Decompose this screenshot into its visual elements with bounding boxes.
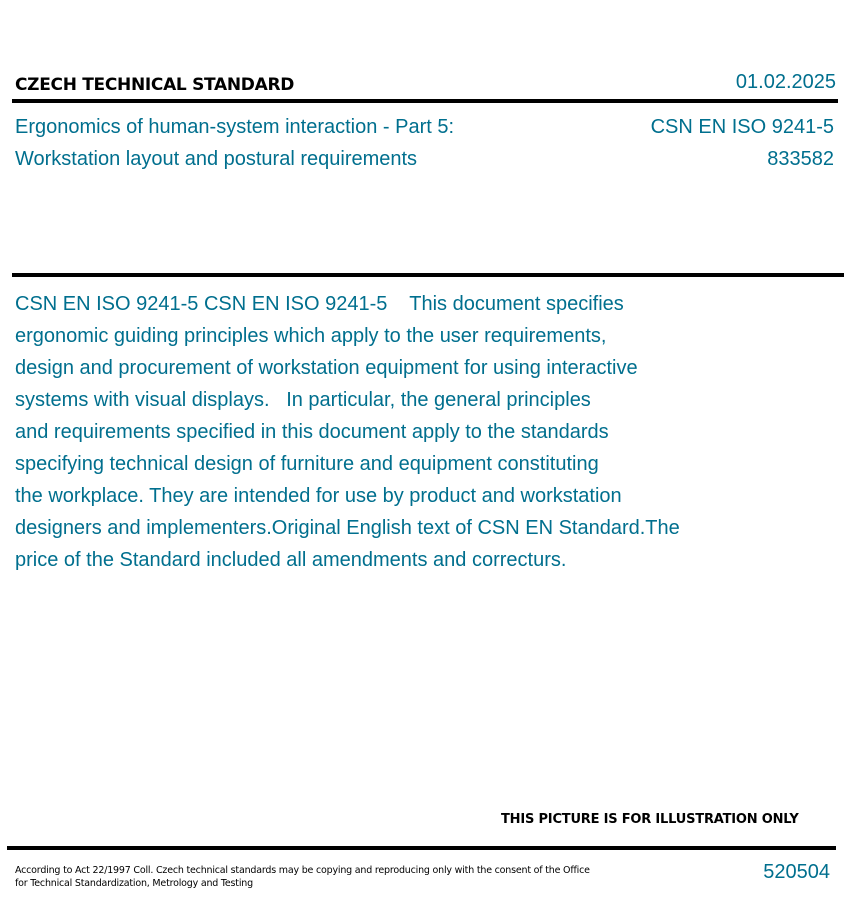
legal-notice	[15, 864, 590, 890]
footer-divider	[7, 846, 836, 850]
abstract-line: price of the Standard included all amendments and correcturs.	[15, 549, 567, 571]
abstract-line: CSN EN ISO 9241-5 CSN EN ISO 9241-5 This document specifies	[15, 293, 624, 315]
abstract-text	[15, 288, 775, 576]
title-divider	[12, 273, 844, 277]
abstract-line: systems with visual displays. In particular, the general principles	[15, 389, 591, 411]
standard-code: CSN EN ISO 9241-5	[650, 116, 834, 138]
abstract-line: ergonomic guiding principles which apply to the user requirements,	[15, 325, 607, 347]
title-line-2: Workstation layout and postural requirements	[15, 148, 418, 170]
document-heading: CZECH TECHNICAL STANDARD	[15, 75, 295, 95]
catalog-number: 833582	[767, 148, 834, 170]
abstract-line: designers and implementers.Original English text of CSN EN Standard.The	[15, 517, 680, 539]
publication-date: 01.02.2025	[735, 71, 836, 93]
price-code: 520504	[763, 861, 830, 883]
abstract-line: specifying technical design of furniture and equipment constituting	[15, 453, 599, 475]
abstract-line: the workplace. They are intended for use by product and workstation	[15, 485, 622, 507]
legal-notice-line-1: According to Act 22/1997 Coll. Czech technical standards may be copying and reproducing only with the consent of the Office	[15, 865, 590, 876]
legal-notice-line-2: for Technical Standardization, Metrology and Testing	[15, 878, 253, 889]
abstract-line: design and procurement of workstation equipment for using interactive	[15, 357, 638, 379]
illustration-notice: THIS PICTURE IS FOR ILLUSTRATION ONLY	[501, 812, 799, 827]
header-divider	[12, 99, 838, 103]
abstract-line: and requirements specified in this document apply to the standards	[15, 421, 609, 443]
title-line-1: Ergonomics of human-system interaction - Part 5:	[15, 116, 455, 138]
